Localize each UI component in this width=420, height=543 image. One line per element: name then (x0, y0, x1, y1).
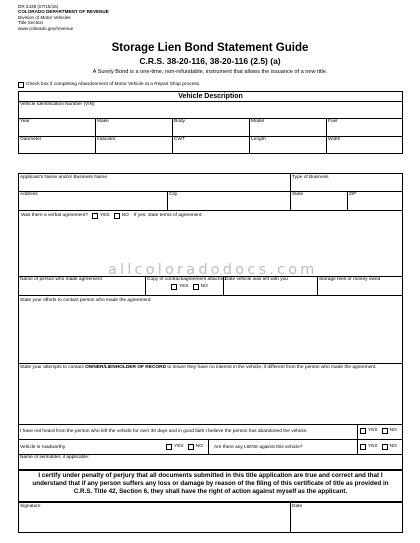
divider (208, 439, 209, 454)
year-label: Year (20, 119, 30, 124)
not-heard-no-checkbox[interactable] (382, 428, 388, 434)
body-label: Body (174, 119, 185, 124)
not-heard-label: I have not heard from the person who left the vehicle for over 30 days and in good faith I believe the person has abandoned the vehicle. (20, 429, 308, 434)
liens-no-checkbox[interactable] (382, 444, 388, 450)
divider (145, 276, 146, 295)
odometer-label: Odometer (20, 137, 42, 142)
not-heard-no-label: NO (389, 428, 397, 433)
state-label: State (292, 192, 304, 197)
not-heard-yes-checkbox[interactable] (360, 428, 366, 434)
vin-field[interactable] (19, 107, 403, 117)
liens-label: Are there any LIENS against this vehicle? (214, 445, 303, 450)
verbal-agreement-row (21, 213, 203, 219)
indicator-label: Indicator (97, 137, 116, 142)
liens-no-label: NO (389, 444, 397, 449)
vehicle-description-heading: Vehicle Description (178, 93, 243, 100)
signature-field[interactable] (19, 510, 290, 533)
copy-attached-options (171, 284, 208, 290)
verbal-yes-label: YES (100, 213, 110, 218)
form-header (18, 4, 109, 31)
page-title: Storage Lien Bond Statement Guide (111, 42, 309, 54)
verbal-no-checkbox[interactable] (114, 213, 120, 219)
signature-table (18, 502, 403, 533)
divider (19, 210, 402, 211)
liens-options (360, 444, 397, 450)
certification-statement: I certify under penalty of perjury that all documents submitted in this title application are true and correct and that I understand that if any person suffers any loss or damage by reason of the filing of this certificate of title as provided in C.R.S. Title 42, Section 6, they shall have the right of action against myself as the applicant. (18, 470, 403, 502)
divider (317, 276, 318, 295)
roadworthy-options (166, 444, 203, 450)
model-label: Model (251, 119, 265, 124)
applicant-name-label: Applicant's Name and/or Business Name (20, 175, 108, 180)
date-left-label: Date vehicle was left with you (225, 277, 288, 282)
owner-attempts-suffix: to insure they have no interest in the vehicle, if different from the person who made the agreement. (166, 365, 377, 370)
divider (19, 118, 402, 119)
divider (19, 136, 402, 137)
liens-yes-label: YES (368, 444, 378, 449)
width-label: Width (328, 137, 341, 142)
abandonment-row (18, 82, 200, 88)
divider (357, 424, 358, 439)
copy-yes-label: YES (179, 284, 189, 289)
fuel-label: Fuel (328, 119, 338, 124)
zip-label: ZIP (349, 192, 357, 197)
divider (19, 191, 402, 192)
roadworthy-no-label: NO (195, 444, 203, 449)
storage-fees-label: Storage fees or money owed (319, 277, 381, 282)
divider (347, 191, 348, 210)
cwt-label: CWT (174, 137, 185, 142)
divider (357, 439, 358, 454)
city-label: City (169, 192, 178, 197)
intro-text: A Surety Bond is a one-time, non-refundable, instrument that allows the issuance of a new title. (92, 69, 328, 75)
not-heard-yes-label: YES (368, 428, 378, 433)
not-heard-options (360, 428, 397, 434)
copy-yes-checkbox[interactable] (171, 284, 177, 290)
roadworthy-no-checkbox[interactable] (188, 444, 194, 450)
verbal-no-label: NO (121, 213, 129, 218)
owner-attempts-bold: OWNER/LIENHOLDER OF RECORD (85, 365, 167, 370)
copy-no-checkbox[interactable] (193, 284, 199, 290)
section-name: Title Section (18, 20, 44, 26)
agreement-person-label: Name of person who made agreement (20, 277, 102, 282)
division-name: Division of Motor Vehicles (18, 14, 71, 20)
divider (223, 276, 224, 295)
verbal-terms-label: If yes, state terms of agreement: (133, 213, 203, 218)
copy-no-label: NO (200, 284, 208, 289)
roadworthy-label: Vehicle is roadworthy (20, 445, 66, 450)
page-subtitle: C.R.S. 38-20-116, 38-20-116 (2.5) (a) (139, 56, 281, 66)
divider (19, 424, 402, 425)
vin-label: Vehicle Identification Number (VIN) (20, 102, 95, 107)
applicant-section (18, 173, 403, 470)
owner-attempts-label (20, 365, 398, 371)
address-label: Address (20, 192, 38, 197)
divider (19, 295, 402, 296)
make-label: Make (97, 119, 109, 124)
vehicle-description-table (18, 91, 403, 154)
divider (19, 439, 402, 440)
copy-attached-label: Copy of contract/agreement attached (147, 277, 226, 282)
verbal-agreement-question: Was there a verbal agreement? (21, 213, 89, 218)
website: www.colorado.gov/revenue (18, 25, 74, 31)
length-label: Length (251, 137, 266, 142)
roadworthy-yes-label: YES (174, 444, 184, 449)
divider (290, 174, 291, 210)
date-field[interactable] (291, 510, 403, 533)
efforts-field[interactable] (19, 304, 403, 362)
lienholder-label: Name of lienholder, if applicable: (20, 455, 90, 460)
divider (167, 191, 168, 210)
signature-label: Signature (20, 504, 41, 509)
liens-yes-checkbox[interactable] (360, 444, 366, 450)
department-name: COLORADO DEPARTMENT OF REVENUE (18, 9, 109, 15)
abandonment-checkbox[interactable] (18, 82, 24, 88)
roadworthy-yes-checkbox[interactable] (166, 444, 172, 450)
date-label: Date (292, 504, 303, 509)
abandonment-checkbox-label: Check box if completing Abandonment of Motor Vehicle at a Repair Shop process. (26, 82, 201, 87)
verbal-yes-checkbox[interactable] (92, 213, 98, 219)
lienholder-field[interactable] (19, 461, 403, 470)
divider (19, 363, 402, 364)
business-type-label: Type of Business (292, 175, 329, 180)
form-number: DR 2438 (07/15/15) (18, 4, 59, 9)
owner-attempts-prefix: State your attempts to contact (20, 365, 86, 370)
watermark: allcoloradodocs.com (108, 262, 318, 278)
efforts-label: State your efforts to contact person who made the agreement: (20, 298, 152, 303)
